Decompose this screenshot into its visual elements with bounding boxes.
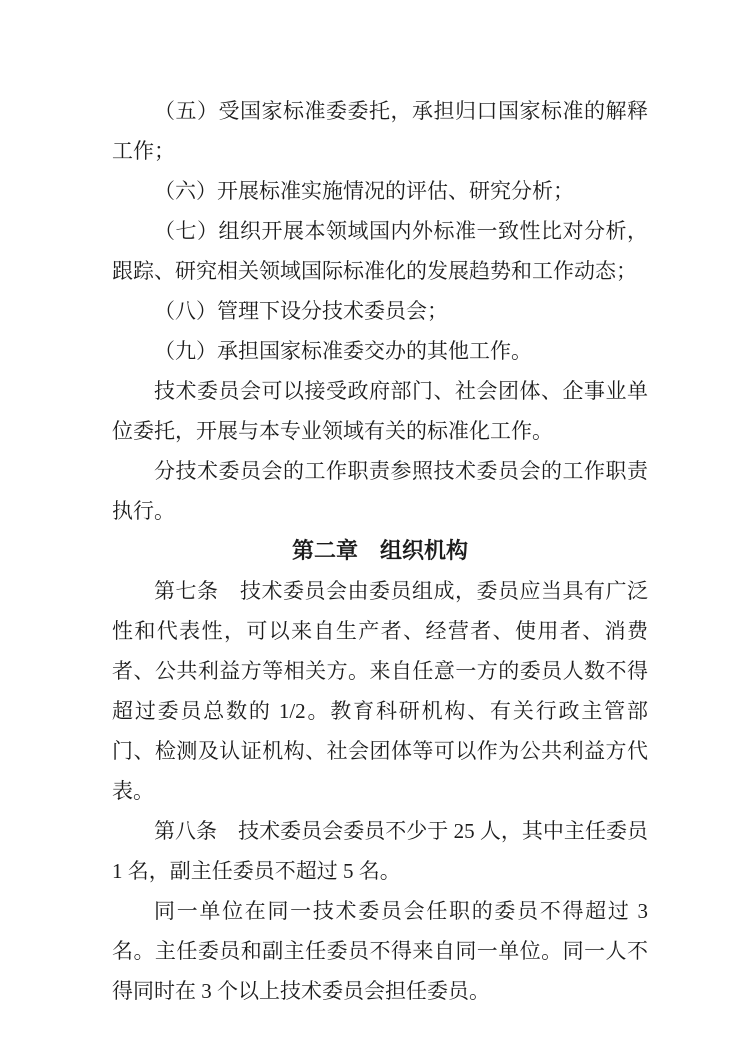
clause-item-6: （六）开展标准实施情况的评估、研究分析；	[154, 179, 574, 203]
clause-item-5: （五）受国家标准委委托，承担归口国家标准的解释工作；	[112, 99, 648, 163]
document-body	[112, 91, 648, 1011]
paragraph-membership-limits: 同一单位在同一技术委员会任职的委员不得超过 3 名。主任委员和副主任委员不得来自同一单位。同一人不得同时在 3 个以上技术委员会担任委员。	[112, 899, 648, 1003]
clause-item-7: （七）组织开展本领域国内外标准一致性比对分析，跟踪、研究相关领域国际标准化的发展趋势和工作动态；	[112, 219, 648, 283]
paragraph-delegation: 技术委员会可以接受政府部门、社会团体、企事业单位委托，开展与本专业领域有关的标准化工作。	[112, 379, 648, 443]
paragraph-sub-committee-duty: 分技术委员会的工作职责参照技术委员会的工作职责执行。	[112, 459, 648, 523]
clause-item-9: （九）承担国家标准委交办的其他工作。	[154, 339, 532, 363]
clause-item-8: （八）管理下设分技术委员会；	[154, 299, 448, 323]
article-7: 第七条 技术委员会由委员组成，委员应当具有广泛性和代表性，可以来自生产者、经营者、使用者、消费者、公共利益方等相关方。来自任意一方的委员人数不得超过委员总数的 1/2。教育科研机构、有关行政主管部门、检测及认证机构、社会团体等可以作为公共利益方代表。	[112, 579, 648, 803]
chapter-heading: 第二章 组织机构	[291, 538, 468, 563]
article-8: 第八条 技术委员会委员不少于 25 人，其中主任委员 1 名，副主任委员不超过 5 名。	[112, 819, 648, 883]
